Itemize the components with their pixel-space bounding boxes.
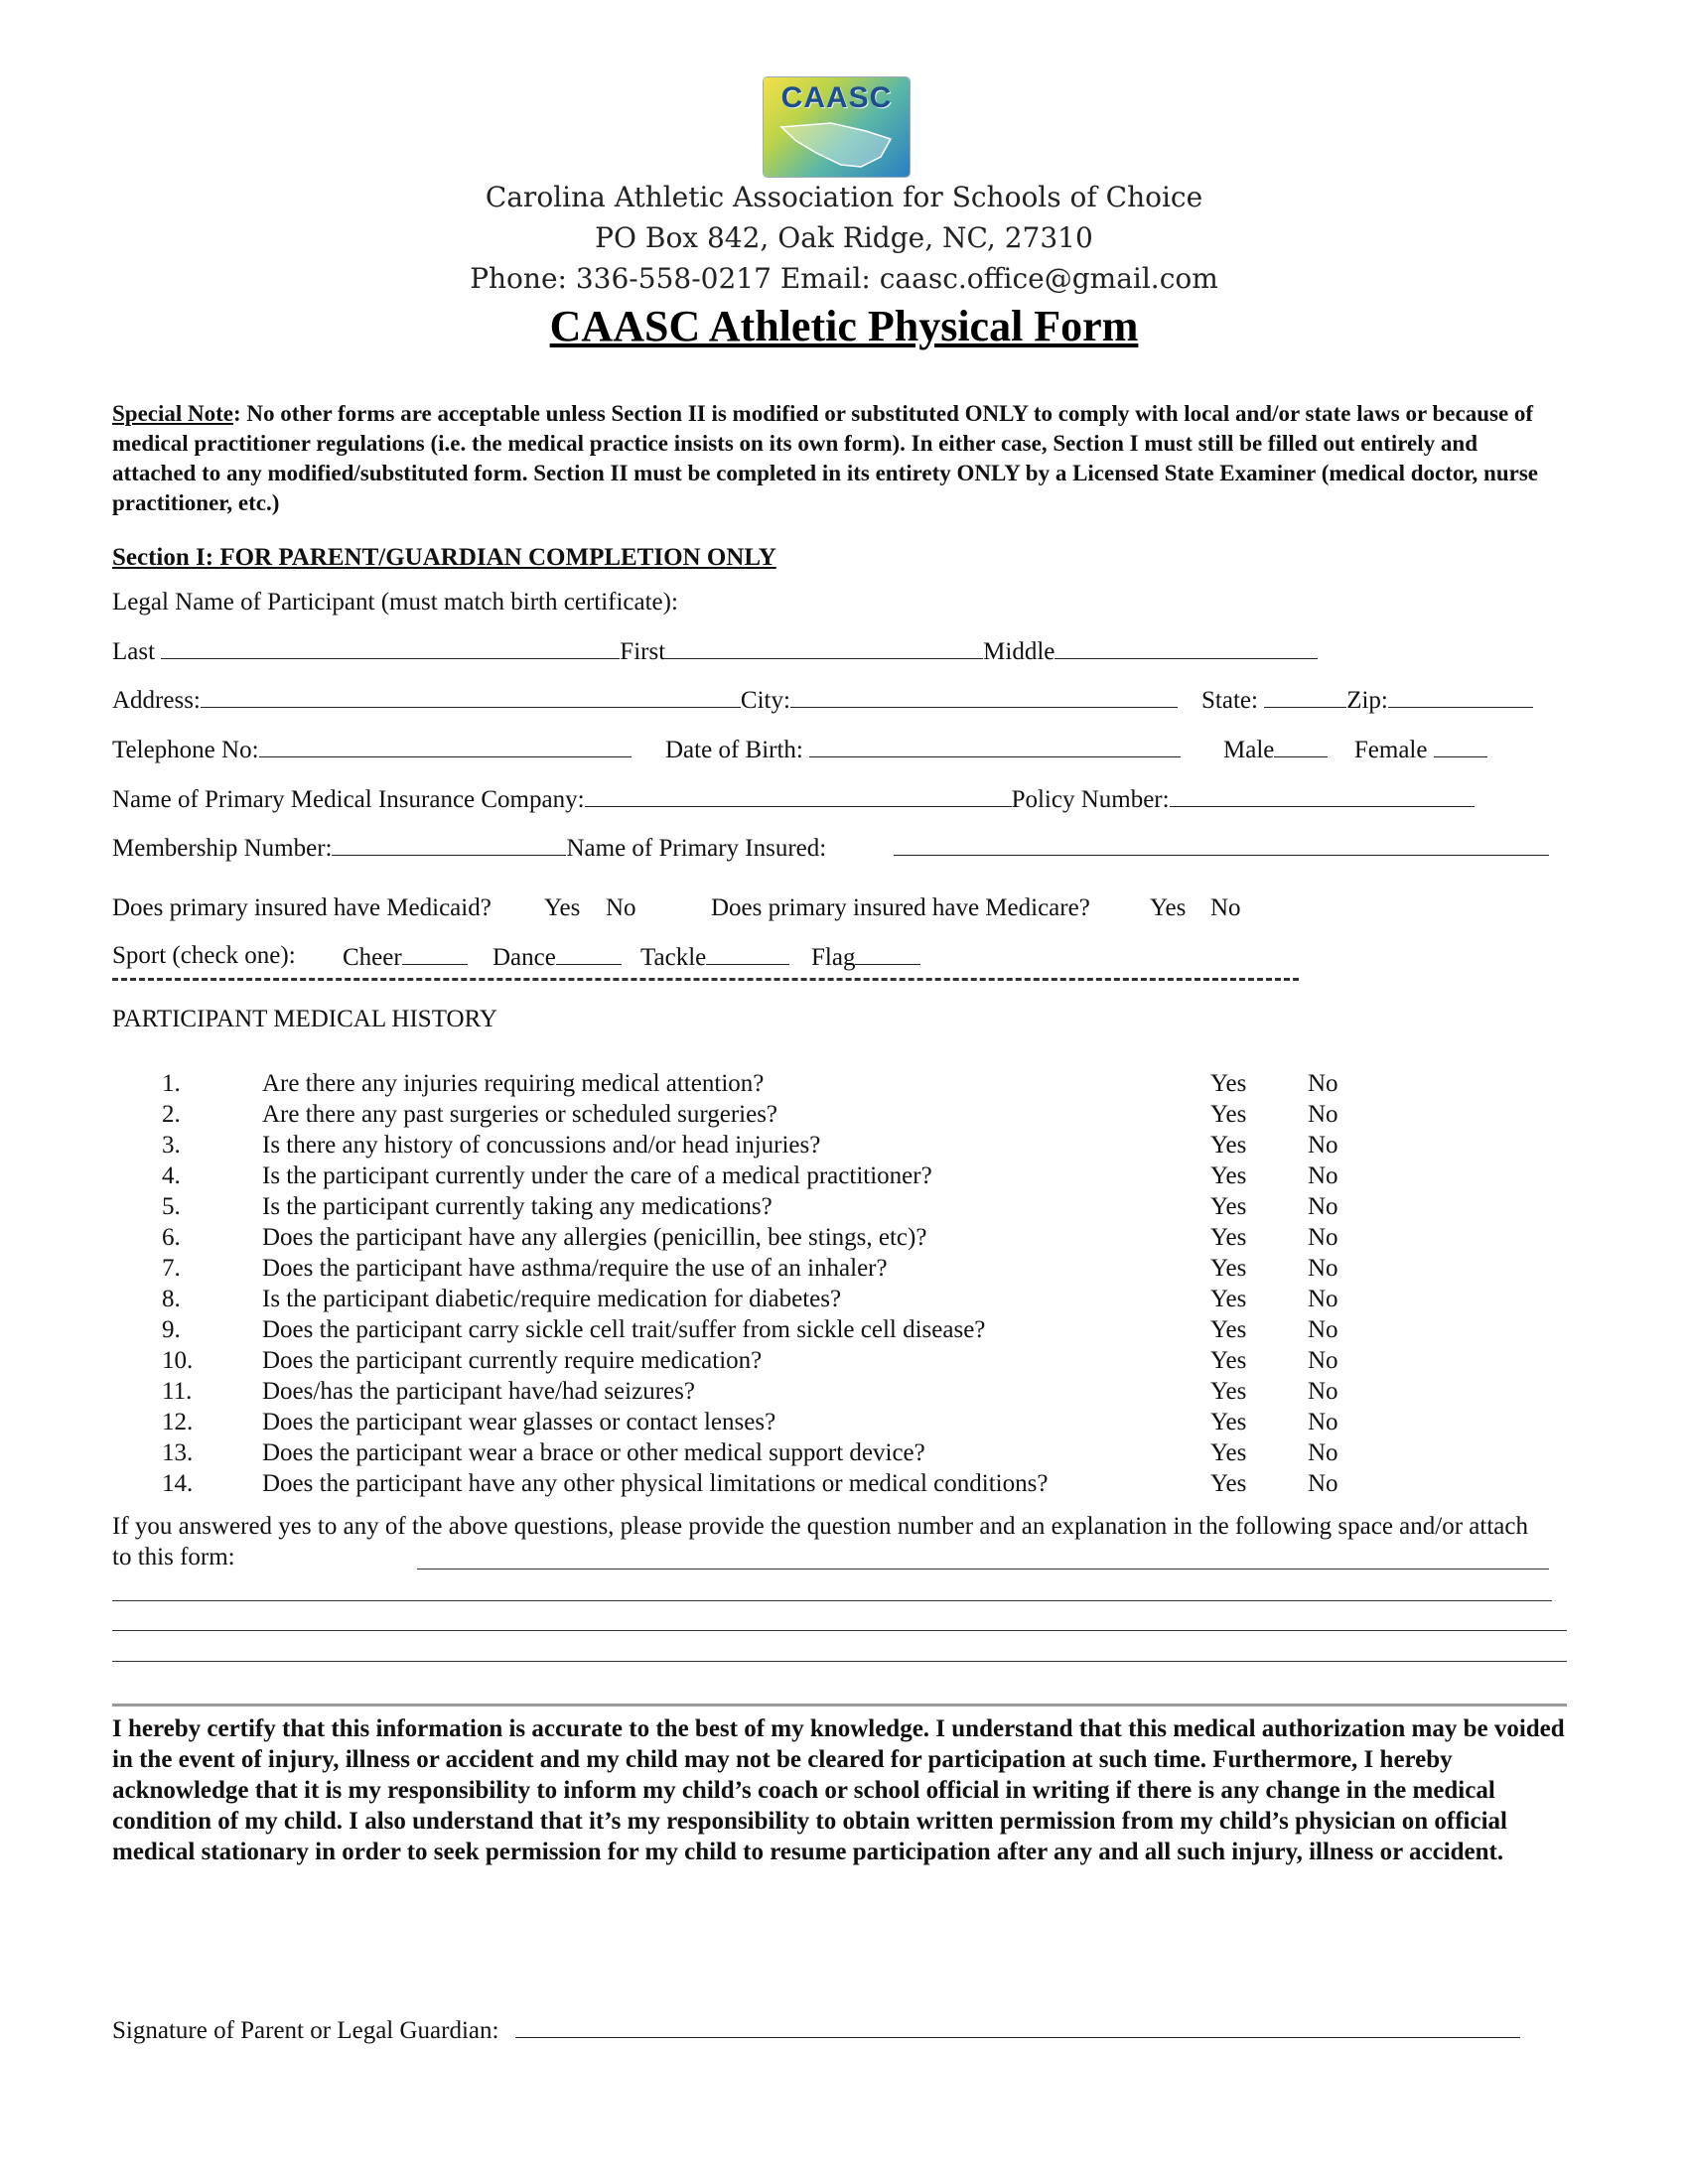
- question-text: Is the participant currently under the care of a medical practitioner?: [262, 1162, 932, 1189]
- special-note: [112, 399, 1552, 518]
- question-number: 12.: [162, 1409, 194, 1435]
- policy-number-field[interactable]: [1170, 784, 1475, 807]
- question-number: 1.: [162, 1070, 181, 1097]
- answer-yes[interactable]: Yes: [1210, 1070, 1247, 1097]
- answer-yes[interactable]: Yes: [1210, 1316, 1247, 1343]
- answer-no[interactable]: No: [1308, 1162, 1338, 1189]
- south-carolina-map-icon: [772, 117, 903, 171]
- first-name-field[interactable]: [665, 636, 983, 659]
- answer-no[interactable]: No: [1308, 1409, 1338, 1435]
- question-number: 7.: [162, 1255, 181, 1282]
- telephone-field[interactable]: [259, 735, 632, 757]
- sport-label: Sport (check one):: [112, 942, 296, 969]
- form-title: CAASC Athletic Physical Form: [549, 302, 1139, 350]
- name-row: [112, 636, 1318, 666]
- answer-yes[interactable]: Yes: [1210, 1409, 1247, 1435]
- zip-field[interactable]: [1388, 685, 1533, 708]
- primary-insured-field[interactable]: [894, 833, 1549, 856]
- question-text: Does the participant wear glasses or contact lenses?: [262, 1409, 776, 1435]
- org-contact: Phone: 336-558-0217 Email: caasc.office@gmail.com: [470, 262, 1218, 295]
- answer-no[interactable]: No: [1308, 1070, 1338, 1097]
- insurance-label: Name of Primary Medical Insurance Company:: [112, 786, 585, 813]
- membership-label: Membership Number:: [112, 835, 333, 862]
- question-number: 13.: [162, 1439, 194, 1466]
- middle-label: Middle: [983, 638, 1055, 665]
- answer-no[interactable]: No: [1308, 1101, 1338, 1128]
- certification-statement: I hereby certify that this information is accurate to the best of my knowledge. I understand that this medical authorization may be voided in the event of injury, illness or accident and my child may not be cleared for participation at such time. Furthermore, I hereby acknowledge that it is my responsibility to inform my child’s coach or school official in writing if there is any change in the medical condition of my child. I also understand that it’s my responsibility to obtain written permission from my child’s physician on official medical stationary in order to seek permission for my child to resume participation after any and all such injury, illness or accident.: [112, 1715, 1565, 1865]
- caasc-logo: [764, 77, 910, 177]
- question-text: Does the participant currently require medication?: [262, 1347, 763, 1374]
- dob-field[interactable]: [809, 735, 1181, 757]
- org-name: Carolina Athletic Association for Schools of Choice: [485, 181, 1203, 213]
- sport-cheer-label: Cheer: [343, 944, 402, 971]
- telephone-label: Telephone No:: [112, 737, 259, 763]
- answer-yes[interactable]: Yes: [1210, 1132, 1247, 1159]
- first-label: First: [620, 638, 666, 665]
- medicaid-yes[interactable]: Yes: [544, 894, 581, 921]
- sport-tackle-label: Tackle: [640, 944, 707, 971]
- female-label: Female: [1353, 737, 1428, 763]
- signature-label: Signature of Parent or Legal Guardian:: [112, 2017, 499, 2044]
- special-note-text: : No other forms are acceptable unless Section II is modified or substituted ONLY to comply with local and/or state laws or because of medical practitioner regulations (i.e. the medical practice insists on its own form). In either case, Section I must still be filled out entirely and attached to any modified/substituted form. Section II must be completed in its entirety ONLY by a Licensed State Examiner (medical doctor, nurse practitioner, etc.): [112, 401, 1538, 515]
- org-address: PO Box 842, Oak Ridge, NC, 27310: [595, 221, 1093, 254]
- question-number: 3.: [162, 1132, 181, 1159]
- answer-no[interactable]: No: [1308, 1255, 1338, 1282]
- sport-cheer-wrap: [343, 942, 468, 972]
- question-number: 14.: [162, 1470, 194, 1497]
- dob-label: Date of Birth:: [665, 737, 803, 763]
- telephone-row: [112, 735, 632, 764]
- question-text: Does the participant carry sickle cell trait/suffer from sickle cell disease?: [262, 1316, 986, 1343]
- policy-label: Policy Number:: [1011, 786, 1170, 813]
- insurance-row: [112, 784, 1475, 814]
- question-number: 6.: [162, 1224, 181, 1251]
- medicare-question: Does primary insured have Medicare?: [711, 894, 1090, 921]
- state-field[interactable]: [1264, 685, 1346, 708]
- explanation-line[interactable]: [112, 1630, 1567, 1631]
- medicare-yes[interactable]: Yes: [1150, 894, 1187, 921]
- answer-yes[interactable]: Yes: [1210, 1101, 1247, 1128]
- dob-row: [665, 735, 1181, 764]
- primary-insured-field-wrap: [894, 833, 1549, 863]
- explanation-line[interactable]: [417, 1569, 1549, 1570]
- question-text: Does/has the participant have/had seizures?: [262, 1378, 695, 1405]
- medical-history-heading: PARTICIPANT MEDICAL HISTORY: [112, 1006, 497, 1032]
- explanation-line[interactable]: [112, 1600, 1552, 1601]
- dashed-divider: [112, 978, 1299, 981]
- city-field[interactable]: [790, 685, 1178, 708]
- answer-yes[interactable]: Yes: [1210, 1286, 1247, 1312]
- sport-dance-wrap: [492, 942, 622, 972]
- question-text: Is the participant currently taking any medications?: [262, 1193, 773, 1220]
- question-number: 11.: [162, 1378, 193, 1405]
- logo-text: CAASC: [780, 81, 893, 114]
- question-number: 10.: [162, 1347, 194, 1374]
- answer-no[interactable]: No: [1308, 1378, 1338, 1405]
- state-zip-row: [1201, 685, 1533, 715]
- last-label: Last: [112, 638, 156, 665]
- sport-row: [112, 942, 296, 970]
- legal-name-label: Legal Name of Participant (must match birth certificate):: [112, 589, 678, 615]
- sport-tackle-field[interactable]: [706, 942, 789, 965]
- sport-flag-wrap: [811, 942, 920, 972]
- answer-yes[interactable]: Yes: [1210, 1193, 1247, 1220]
- answer-yes[interactable]: Yes: [1210, 1255, 1247, 1282]
- question-number: 9.: [162, 1316, 181, 1343]
- middle-name-field[interactable]: [1055, 636, 1318, 659]
- medicaid-no[interactable]: No: [606, 894, 636, 921]
- answer-no[interactable]: No: [1308, 1132, 1338, 1159]
- sport-dance-label: Dance: [492, 944, 556, 971]
- sport-cheer-field[interactable]: [402, 942, 468, 965]
- answer-no[interactable]: No: [1308, 1439, 1338, 1466]
- gender-row: [1223, 735, 1487, 764]
- answer-yes[interactable]: Yes: [1210, 1439, 1247, 1466]
- answer-yes[interactable]: Yes: [1210, 1347, 1247, 1374]
- sport-flag-label: Flag: [811, 944, 856, 971]
- address-field[interactable]: [201, 685, 741, 708]
- address-label: Address:: [112, 687, 201, 714]
- question-number: 8.: [162, 1286, 181, 1312]
- question-text: Are there any injuries requiring medical attention?: [262, 1070, 765, 1097]
- question-text: Does the participant have asthma/require the use of an inhaler?: [262, 1255, 888, 1282]
- signature-field[interactable]: [515, 2015, 1520, 2038]
- membership-number-field[interactable]: [332, 833, 566, 856]
- address-row: [112, 685, 1178, 715]
- male-label: Male: [1223, 737, 1275, 763]
- answer-yes[interactable]: Yes: [1210, 1224, 1247, 1251]
- special-note-lead: Special Note: [112, 401, 234, 426]
- medicare-no[interactable]: No: [1210, 894, 1241, 921]
- zip-label: Zip:: [1346, 687, 1388, 714]
- answer-no[interactable]: No: [1308, 1347, 1338, 1374]
- primary-insured-label: Name of Primary Insured:: [566, 835, 827, 862]
- sport-dance-field[interactable]: [556, 942, 622, 965]
- answer-no[interactable]: No: [1308, 1286, 1338, 1312]
- question-number: 2.: [162, 1101, 181, 1128]
- section-divider: [112, 1704, 1567, 1706]
- answer-yes[interactable]: Yes: [1210, 1378, 1247, 1405]
- answer-yes[interactable]: Yes: [1210, 1162, 1247, 1189]
- signature-row: [112, 2015, 1520, 2045]
- explanation-line[interactable]: [112, 1661, 1567, 1662]
- question-text: Does the participant have any allergies (penicillin, bee stings, etc)?: [262, 1224, 927, 1251]
- sport-flag-field[interactable]: [855, 942, 920, 965]
- question-text: Are there any past surgeries or scheduled surgeries?: [262, 1101, 778, 1128]
- sport-tackle-wrap: [640, 942, 789, 972]
- answer-no[interactable]: No: [1308, 1470, 1338, 1497]
- last-name-field[interactable]: [161, 636, 620, 659]
- state-label: State:: [1201, 687, 1258, 714]
- insurance-company-field[interactable]: [585, 784, 1012, 807]
- question-text: Does the participant have any other physical limitations or medical conditions?: [262, 1470, 1049, 1497]
- question-text: Does the participant wear a brace or other medical support device?: [262, 1439, 925, 1466]
- answer-no[interactable]: No: [1308, 1224, 1338, 1251]
- medicaid-question: Does primary insured have Medicaid?: [112, 894, 492, 921]
- question-text: Is the participant diabetic/require medication for diabetes?: [262, 1286, 842, 1312]
- answer-no[interactable]: No: [1308, 1316, 1338, 1343]
- explanation-instructions: If you answered yes to any of the above questions, please provide the question number and an explanation in the following space and/or attach to this form:: [112, 1513, 1528, 1570]
- city-label: City:: [740, 687, 790, 714]
- section-1-heading: Section I: FOR PARENT/GUARDIAN COMPLETION ONLY: [112, 544, 776, 571]
- answer-yes[interactable]: Yes: [1210, 1470, 1247, 1497]
- question-number: 5.: [162, 1193, 181, 1220]
- question-number: 4.: [162, 1162, 181, 1189]
- male-field[interactable]: [1274, 735, 1328, 757]
- female-field[interactable]: [1434, 735, 1487, 757]
- membership-row: [112, 833, 826, 863]
- answer-no[interactable]: No: [1308, 1193, 1338, 1220]
- question-text: Is there any history of concussions and/or head injuries?: [262, 1132, 821, 1159]
